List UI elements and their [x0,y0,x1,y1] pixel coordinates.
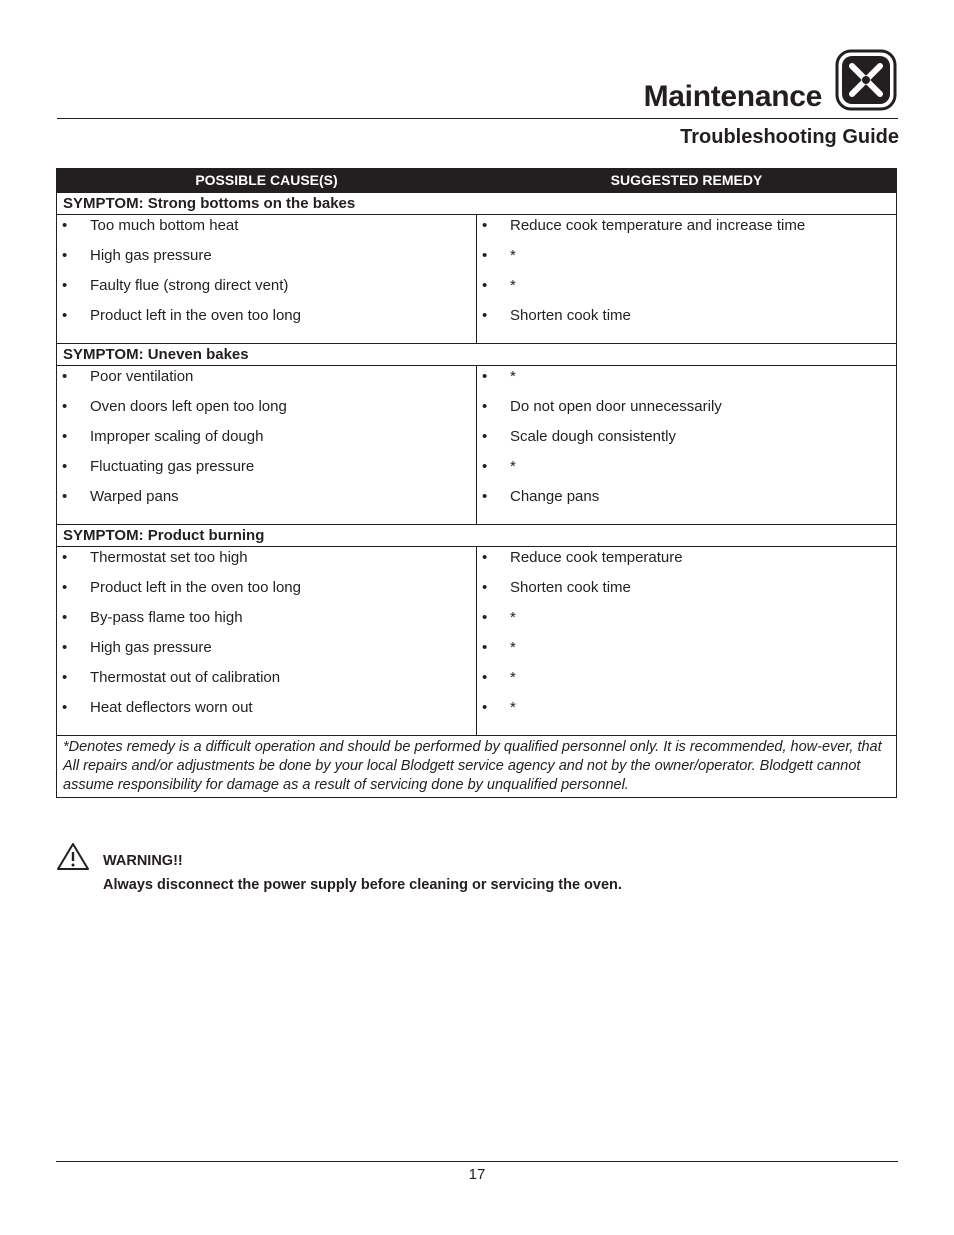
bullet: • [62,368,68,385]
list-item [57,697,476,727]
symptom-row [57,525,897,547]
bullet: • [62,428,68,445]
remedies-list [477,366,896,524]
cause-text: Oven doors left open too long [90,398,287,415]
causes-cell [57,215,477,344]
symptom-label: SYMPTOM: Uneven bakes [57,344,897,366]
wrench-screwdriver-icon [834,48,898,112]
list-item [477,215,896,245]
list-item [57,637,476,667]
list-item [477,547,896,577]
bullet: • [482,307,488,324]
list-item [57,215,476,245]
list-item [57,396,476,426]
list-item [57,577,476,607]
cause-text: Too much bottom heat [90,217,239,234]
remedy-text: Reduce cook temperature and increase time [510,217,806,234]
remedy-text: Change pans [510,488,600,505]
remedy-text: * [510,247,516,264]
warning-title: WARNING!! [103,853,183,869]
troubleshooting-table [56,168,897,798]
bullet: • [62,458,68,475]
bullet: • [482,669,488,686]
list-item [477,245,896,275]
list-item [57,245,476,275]
section-title: Troubleshooting Guide [680,126,899,148]
symptom-label: SYMPTOM: Product burning [57,525,897,547]
header-divider [57,118,898,119]
bullet: • [62,639,68,656]
remedy-text: Reduce cook temperature [510,549,683,566]
list-item [57,456,476,486]
list-item [57,426,476,456]
remedies-cell [477,215,897,344]
bullet: • [482,217,488,234]
bullet: • [482,458,488,475]
causes-list [57,366,476,524]
cause-text: Thermostat set too high [90,549,248,566]
bullet: • [62,217,68,234]
bullet: • [62,699,68,716]
remedy-text: Shorten cook time [510,307,631,324]
list-item [477,366,896,396]
cause-text: Heat deflectors worn out [90,699,253,716]
list-item [477,396,896,426]
warning-text: Always disconnect the power supply before cleaning or servicing the oven. [103,877,622,893]
bullet: • [62,398,68,415]
causes-cell [57,547,477,736]
cause-text: Faulty flue (strong direct vent) [90,277,289,294]
remedy-text: * [510,368,516,385]
cause-text: High gas pressure [90,639,212,656]
warning-triangle-icon [56,842,90,872]
remedy-text: Scale dough consistently [510,428,676,445]
remedies-cell [477,366,897,525]
causes-list [57,215,476,343]
cause-text: Fluctuating gas pressure [90,458,255,475]
footer-divider [56,1161,898,1162]
bullet: • [62,609,68,626]
symptom-row [57,193,897,215]
bullet: • [482,277,488,294]
list-item [477,305,896,335]
cause-text: Warped pans [90,488,179,505]
bullet: • [482,488,488,505]
cause-text: Product left in the oven too long [90,579,301,596]
bullet: • [62,247,68,264]
remedy-text: Shorten cook time [510,579,631,596]
remedy-text: * [510,458,516,475]
cause-text: Improper scaling of dough [90,428,264,445]
bullet: • [482,579,488,596]
symptom-body-row [57,547,897,736]
bullet: • [62,549,68,566]
remedies-cell [477,547,897,736]
bullet: • [482,398,488,415]
list-item [477,607,896,637]
list-item [477,667,896,697]
bullet: • [482,549,488,566]
symptom-row [57,344,897,366]
cause-text: Product left in the oven too long [90,307,301,324]
bullet: • [482,639,488,656]
bullet: • [62,579,68,596]
bullet: • [482,699,488,716]
list-item [57,547,476,577]
list-item [477,637,896,667]
page-number: 17 [468,1166,486,1183]
causes-cell [57,366,477,525]
list-item [477,486,896,516]
remedy-text: * [510,609,516,626]
remedy-text: * [510,639,516,656]
symptom-body-row [57,366,897,525]
list-item [57,607,476,637]
column-header-causes: POSSIBLE CAUSE(S) [57,169,477,193]
bullet: • [62,488,68,505]
bullet: • [482,428,488,445]
list-item [57,667,476,697]
page-title: Maintenance [643,80,822,113]
column-header-remedy: SUGGESTED REMEDY [477,169,897,193]
bullet: • [62,277,68,294]
list-item [57,366,476,396]
table-header-row [57,169,897,193]
list-item [477,697,896,727]
symptom-body-row [57,215,897,344]
footnote-text: *Denotes remedy is a difficult operation and should be performed by qualified personnel only. It is recommended, how-ever, that All repairs and/or adjustments be done by your local Blodgett service agency and not by the owner/operator. Blodgett cannot assume responsibility for damage as a result of servicing done by unqualified personnel. [57,736,897,798]
bullet: • [482,368,488,385]
remedy-text: Do not open door unnecessarily [510,398,722,415]
causes-list [57,547,476,735]
cause-text: Poor ventilation [90,368,194,385]
cause-text: Thermostat out of calibration [90,669,281,686]
list-item [57,305,476,335]
remedies-list [477,215,896,343]
symptom-label: SYMPTOM: Strong bottoms on the bakes [57,193,897,215]
list-item [57,275,476,305]
cause-text: By-pass flame too high [90,609,243,626]
remedies-list [477,547,896,735]
cause-text: High gas pressure [90,247,212,264]
remedy-text: * [510,669,516,686]
bullet: • [62,669,68,686]
list-item [477,426,896,456]
remedy-text: * [510,699,516,716]
list-item [477,577,896,607]
list-item [477,456,896,486]
bullet: • [482,609,488,626]
bullet: • [62,307,68,324]
list-item [477,275,896,305]
footnote-row [57,736,897,798]
bullet: • [482,247,488,264]
remedy-text: * [510,277,516,294]
list-item [57,486,476,516]
